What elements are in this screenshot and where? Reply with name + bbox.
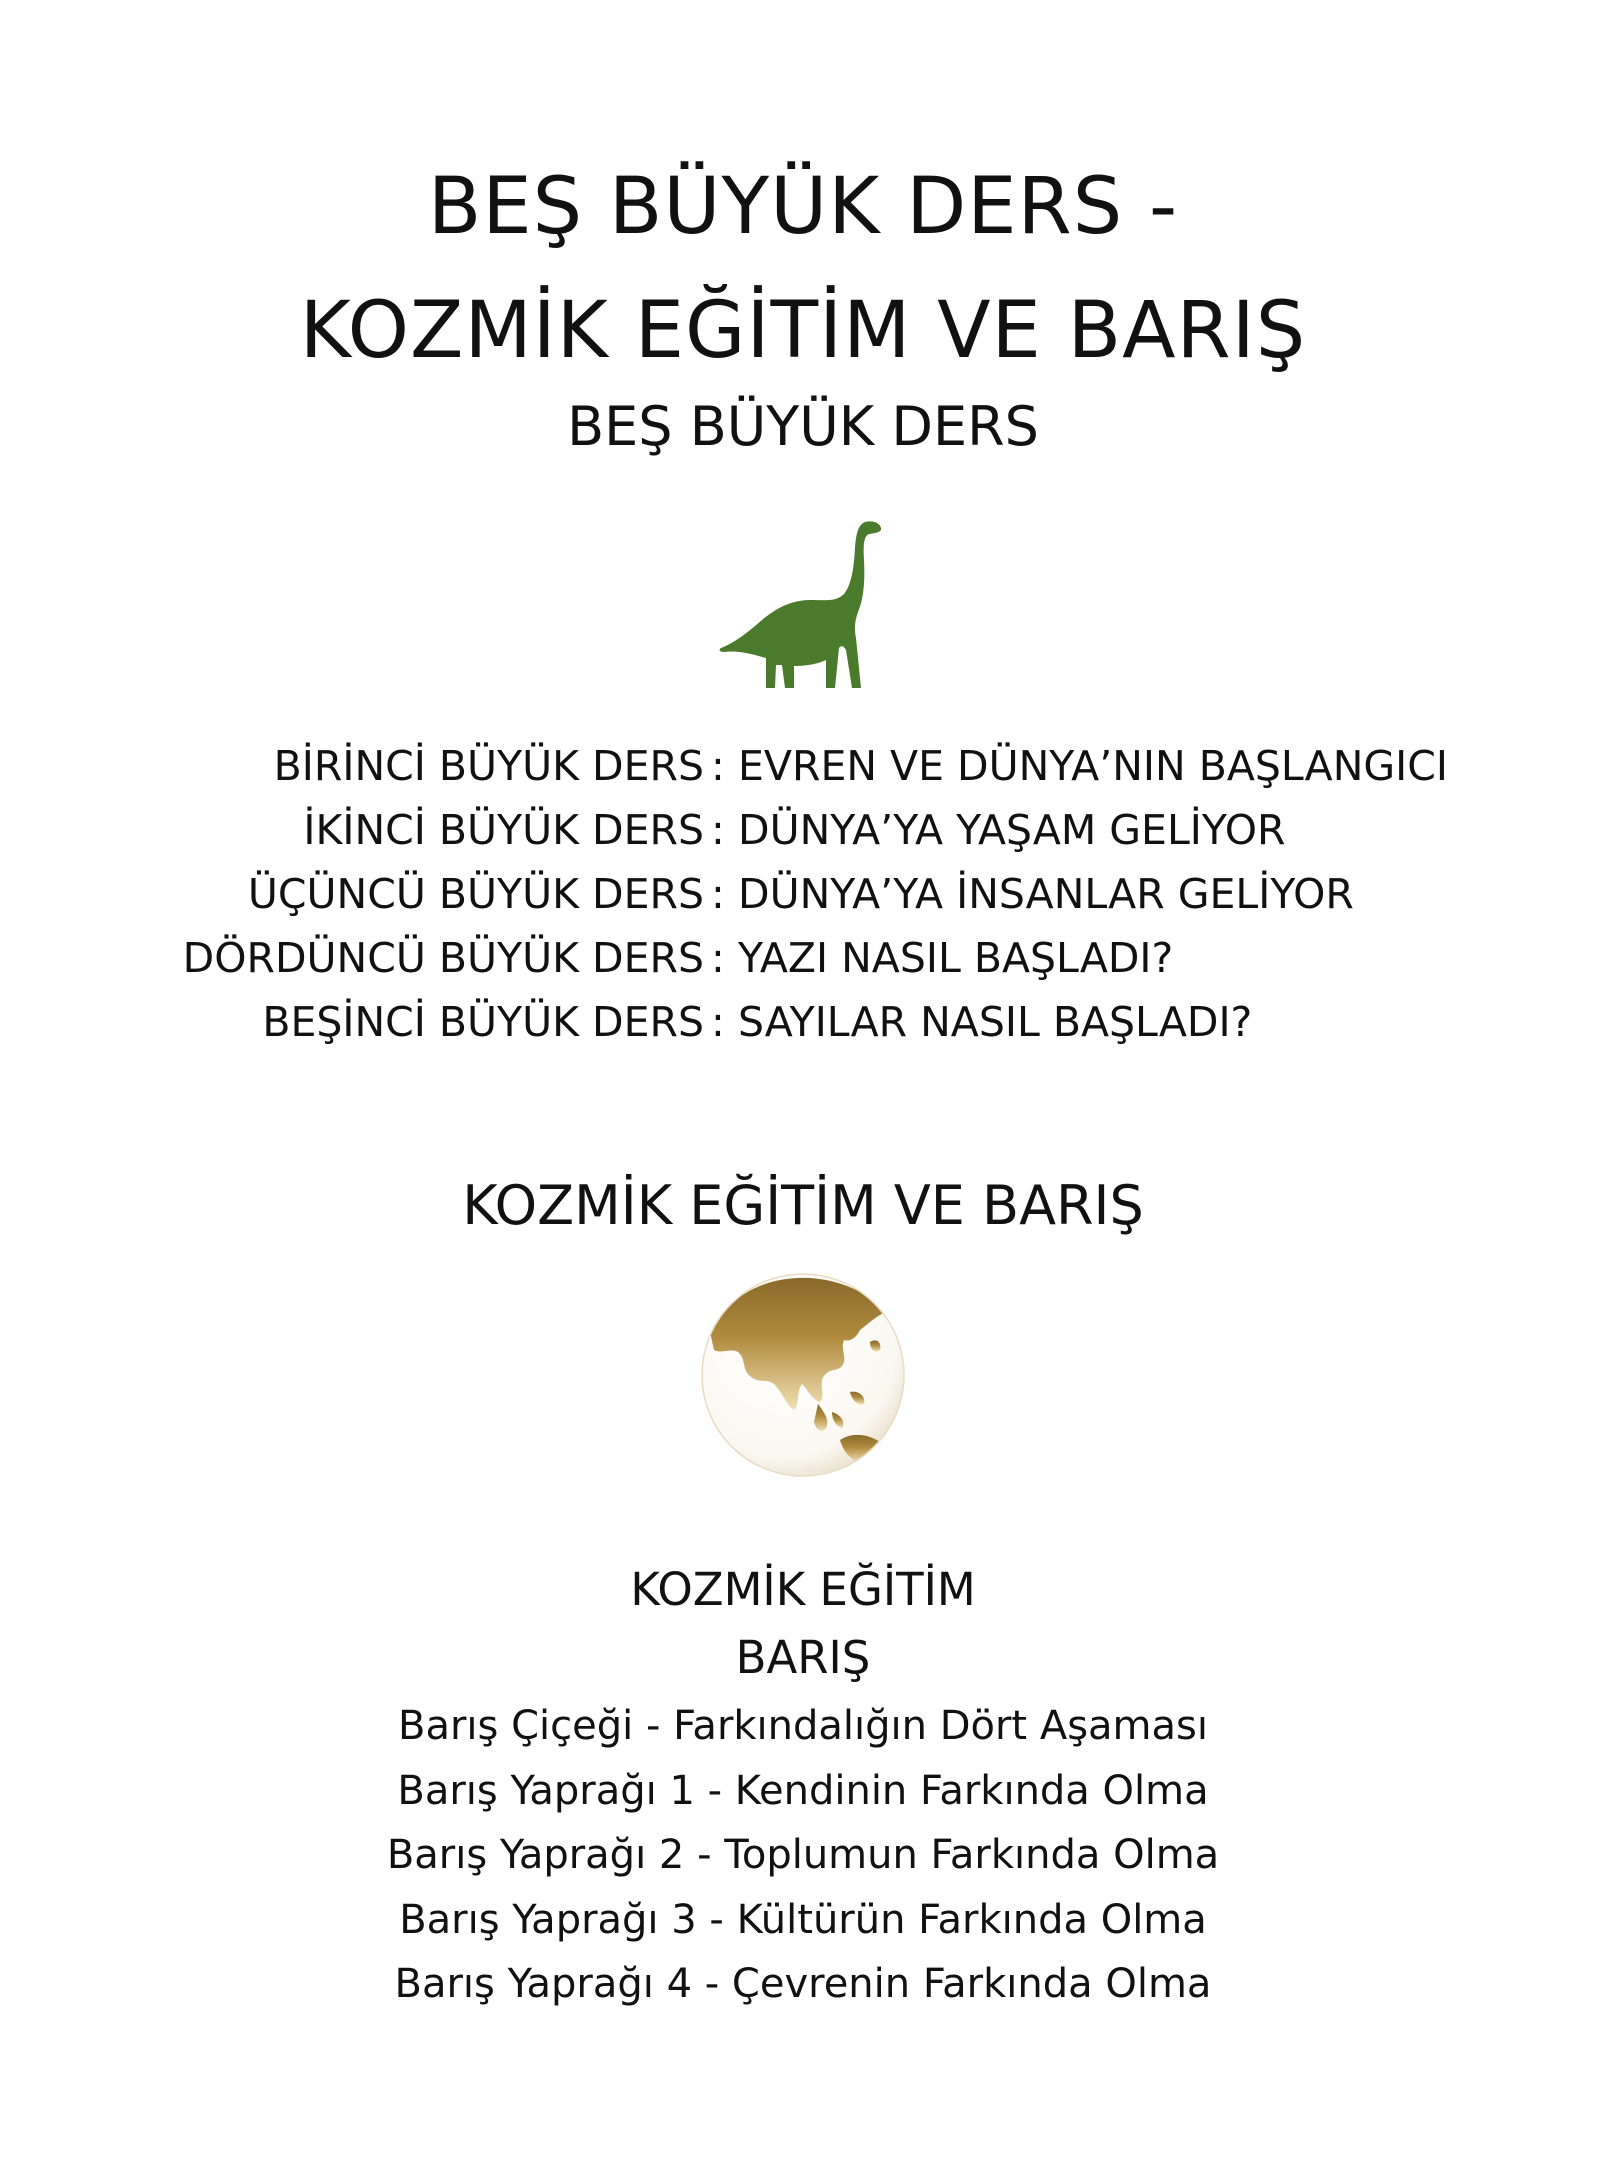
lesson-name: BİRİNCİ BÜYÜK DERS — [273, 742, 704, 790]
lesson-separator: : — [711, 998, 725, 1046]
page-title-line-1: BEŞ BÜYÜK DERS - — [427, 162, 1179, 252]
lesson-row — [0, 990, 1606, 1054]
lesson-row — [0, 798, 1606, 862]
list-item: Barış Yaprağı 4 - Çevrenin Farkında Olma — [394, 1961, 1212, 2007]
lesson-row — [0, 862, 1606, 926]
lesson-topic: SAYILAR NASIL BAŞLADI? — [738, 998, 1253, 1046]
list-item: Barış Yaprağı 3 - Kültürün Farkında Olma — [399, 1896, 1207, 1943]
lesson-name: İKİNCİ BÜYÜK DERS — [303, 806, 704, 854]
peace-list — [0, 1694, 1606, 2017]
cosmic-education-heading: KOZMİK EĞİTİM — [630, 1563, 976, 1616]
cosmic-peace-title: KOZMİK EĞİTİM VE BARIŞ — [462, 1174, 1144, 1237]
globe-icon — [700, 1272, 906, 1478]
page-title — [0, 145, 1606, 393]
dinosaur-icon — [718, 520, 888, 688]
list-item: Barış Yaprağı 1 - Kendinin Farkında Olma — [397, 1767, 1209, 1814]
page-title-line-2: KOZMİK EĞİTİM VE BARIŞ — [299, 286, 1307, 376]
five-lessons-subtitle: BEŞ BÜYÜK DERS — [567, 395, 1039, 458]
peace-heading: BARIŞ — [735, 1631, 871, 1684]
lesson-row — [0, 734, 1606, 798]
lesson-name: BEŞİNCİ BÜYÜK DERS — [262, 998, 704, 1046]
lesson-topic: EVREN VE DÜNYA’NIN BAŞLANGICI — [738, 742, 1448, 790]
lesson-separator: : — [711, 742, 725, 790]
lesson-row — [0, 926, 1606, 990]
list-item: Barış Yaprağı 2 - Toplumun Farkında Olma — [386, 1832, 1220, 1878]
lesson-topic: DÜNYA’YA İNSANLAR GELİYOR — [738, 870, 1354, 918]
lesson-name: ÜÇÜNCÜ BÜYÜK DERS — [247, 870, 704, 918]
list-item: Barış Çiçeği - Farkındalığın Dört Aşaması — [398, 1703, 1208, 1749]
lesson-separator: : — [711, 934, 725, 982]
lesson-name: DÖRDÜNCÜ BÜYÜK DERS — [182, 934, 704, 982]
lesson-topic: YAZI NASIL BAŞLADI? — [738, 934, 1174, 982]
lesson-separator: : — [711, 870, 725, 918]
lesson-topic: DÜNYA’YA YAŞAM GELİYOR — [738, 806, 1286, 854]
lesson-separator: : — [711, 806, 725, 854]
